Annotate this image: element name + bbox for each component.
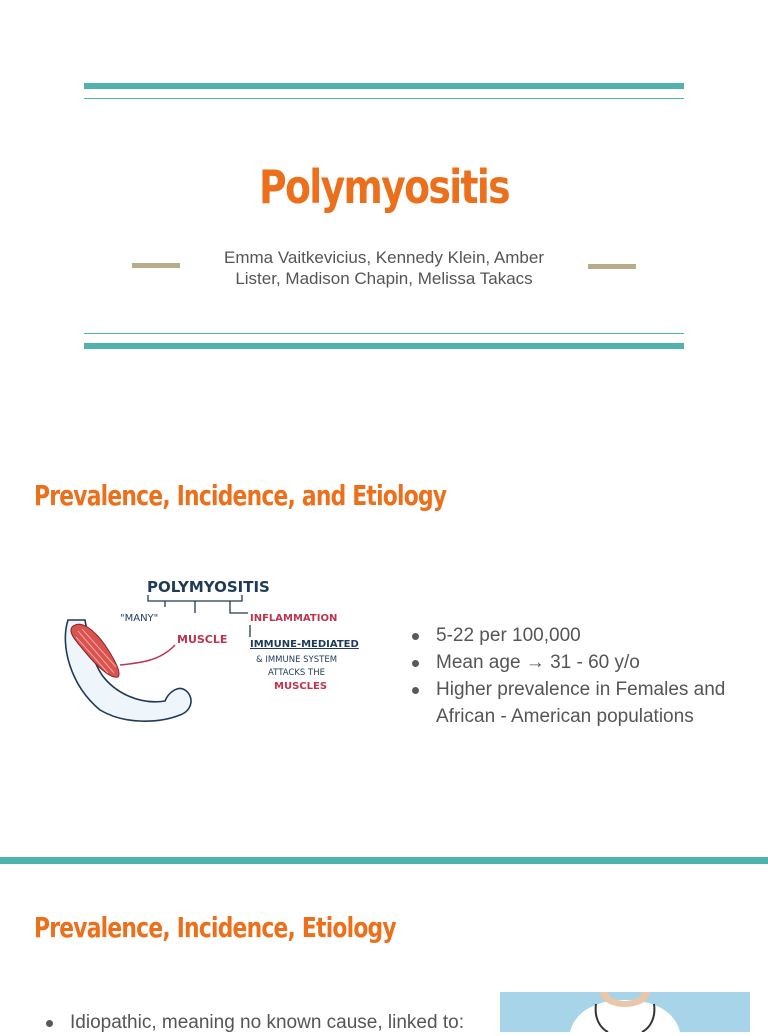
right-dash-decoration (588, 264, 636, 269)
slide-heading: Prevalence, Incidence, Etiology (34, 911, 396, 944)
polymyositis-illustration (30, 565, 375, 745)
list-item: Higher prevalence in Females and African - American populations (410, 676, 750, 730)
presentation-title: Polymyositis (259, 160, 509, 214)
illustration-immune-mediated: IMMUNE-MEDIATED (250, 639, 359, 650)
illustration-title: POLYMYOSITIS (147, 578, 270, 596)
etiology-list (44, 1009, 494, 1036)
bottom-thin-rule (84, 333, 684, 334)
illustration-muscles: MUSCLES (274, 681, 328, 692)
illustration-muscle: MUSCLE (177, 633, 228, 646)
illustration-many: "MANY" (120, 613, 159, 624)
list-item: Idiopathic, meaning no known cause, linked to: (44, 1009, 494, 1036)
slide-divider (0, 857, 768, 864)
top-thick-rule (84, 83, 684, 89)
illustration-inflammation: INFLAMMATION (250, 613, 338, 624)
authors-text: Emma Vaitkevicius, Kennedy Klein, Amber Lister, Madison Chapin, Melissa Takacs (224, 248, 544, 288)
left-dash-decoration (132, 263, 180, 268)
top-thin-rule (84, 98, 684, 99)
list-item: Mean age → 31 - 60 y/o (410, 649, 750, 676)
illustration-attack-line1: & IMMUNE SYSTEM (256, 655, 338, 665)
bottom-thick-rule (84, 343, 684, 349)
illustration-attack-line2: ATTACKS THE (268, 668, 325, 678)
facts-list (410, 622, 750, 730)
slide-heading: Prevalence, Incidence, and Etiology (34, 479, 447, 512)
doctor-photo (500, 992, 750, 1032)
list-item: 5-22 per 100,000 (410, 622, 750, 649)
